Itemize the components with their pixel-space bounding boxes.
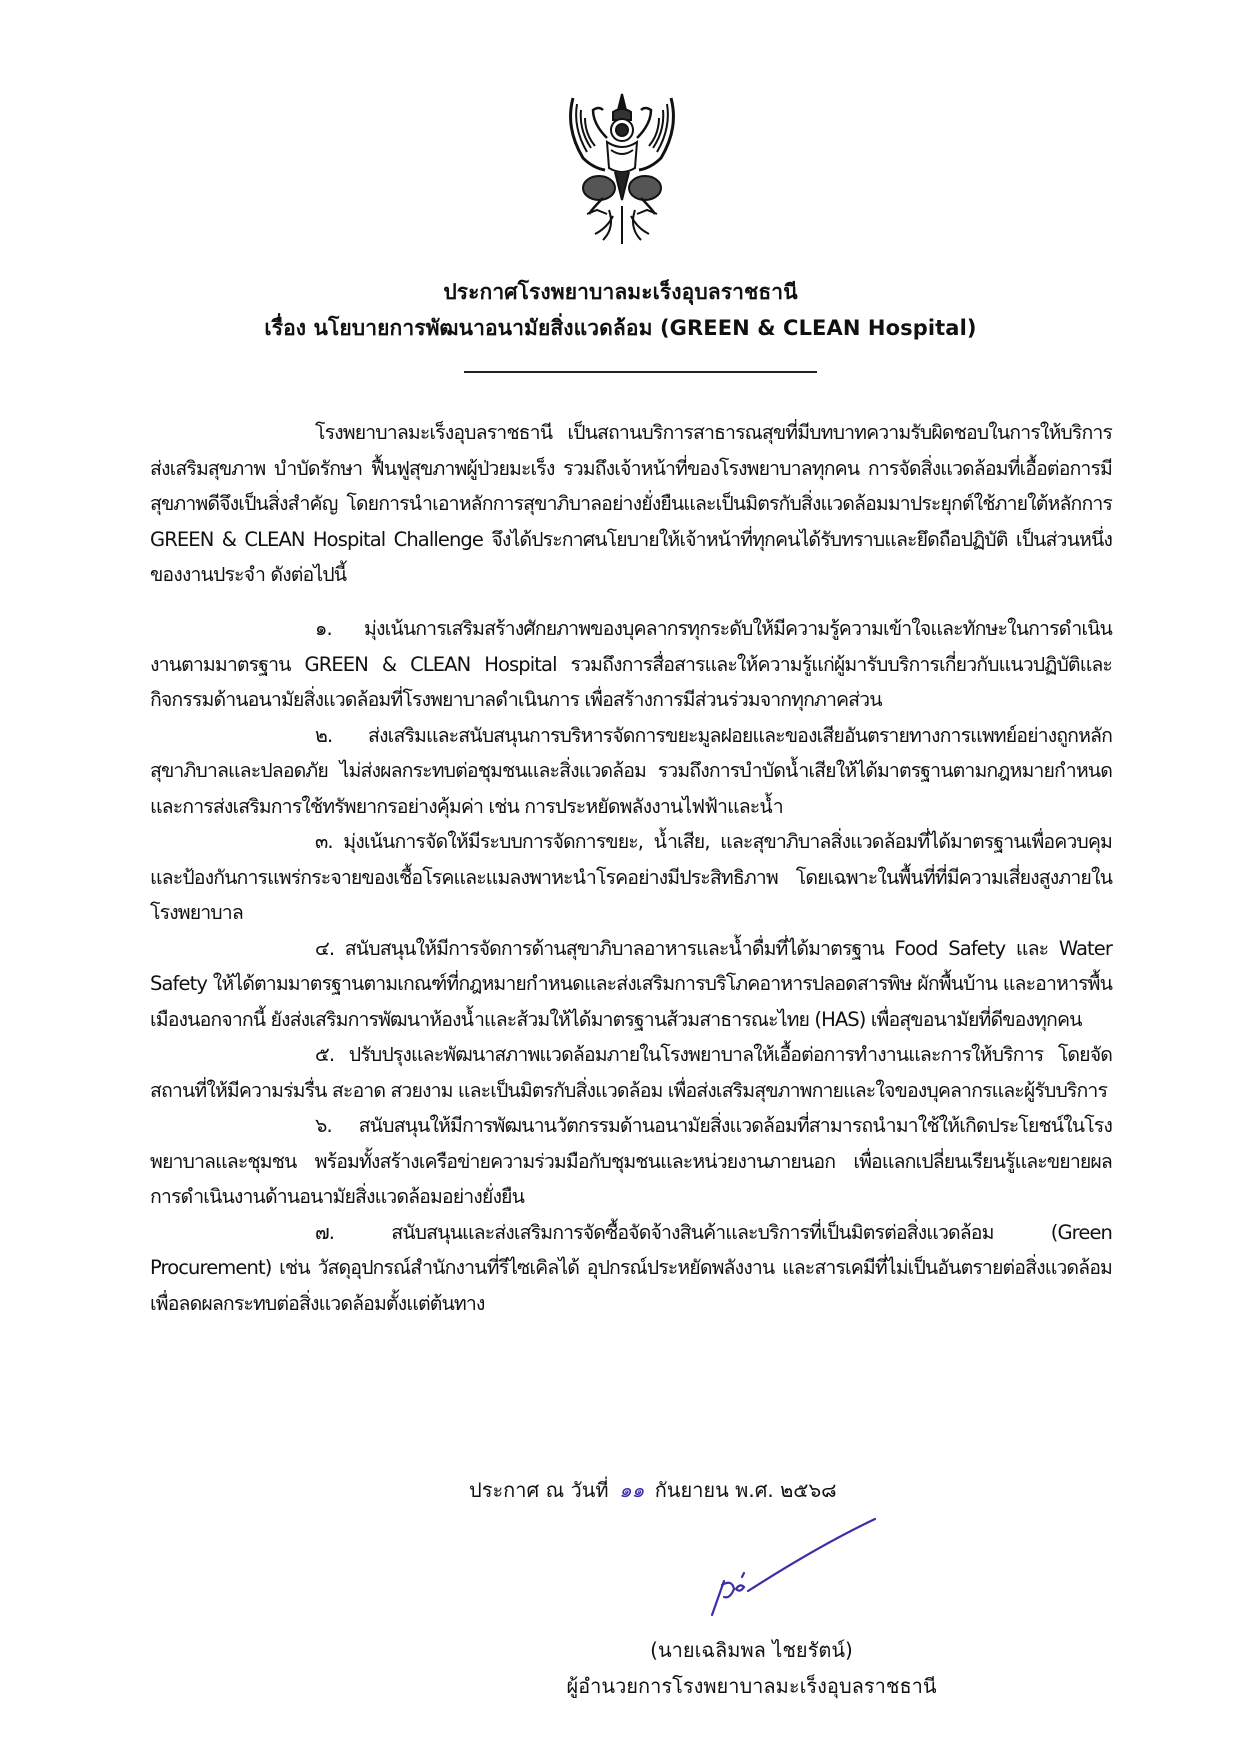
policy-item-5: ๕. ปรับปรุงและพัฒนาสภาพแวดล้อมภายในโรงพยาบาลให้เอื้อต่อการทำงานและการให้บริการ โดยจัดสถานที่ให้มีความร่มรื่น สะอาด สวยงาม และเป็นมิตรกับสิ่งแวดล้อม เพื่อส่งเสริมสุขภาพกายและใจของบุคลากรและผู้รับบริการ [150, 1043, 1112, 1102]
intro-section [150, 415, 1112, 593]
title-divider [464, 371, 817, 373]
policy-item-1: ๑. มุ่งเน้นการเสริมสร้างศักยภาพของบุคลากรทุกระดับให้มีความรู้ความเข้าใจและทักษะในการดำเนินงานตามมาตรฐาน GREEN & CLEAN Hospital รวมถึงการสื่อสารและให้ความรู้แก่ผู้มารับบริการเกี่ยวกับแนวปฏิบัติและกิจกรรมด้านอนามัยสิ่งแวดล้อมที่โรงพยาบาลดำเนินการ เพื่อสร้างการมีส่วนร่วมจากทุกภาคส่วน [150, 617, 1112, 711]
policy-item-3: ๓. มุ่งเน้นการจัดให้มีระบบการจัดการขยะ, น้ำเสีย, และสุขาภิบาลสิ่งแวดล้อมที่ได้มาตรฐานเพื่อควบคุมและป้องกันการแพร่กระจายของเชื้อโรคและแมลงพาหะนำโรคอย่างมีประสิทธิภาพ โดยเฉพาะในพื้นที่ที่มีความเสี่ยงสูงภายในโรงพยาบาล [150, 830, 1112, 924]
policy-item-2: ๒. ส่งเสริมและสนับสนุนการบริหารจัดการขยะมูลฝอยและของเสียอันตรายทางการแพทย์อย่างถูกหลักสุขาภิบาลและปลอดภัย ไม่ส่งผลกระทบต่อชุมชนและสิ่งแวดล้อม รวมถึงการบำบัดน้ำเสียให้ได้มาตรฐานตามกฎหมายกำหนด และการส่งเสริมการใช้ทรัพยากรอย่างคุ้มค่า เช่น การประหยัดพลังงานไฟฟ้าและน้ำ [150, 723, 1112, 818]
signer-name: (นายเฉลิมพล ไชยรัตน์) [650, 1638, 853, 1662]
garuda-emblem-icon [563, 88, 681, 248]
policy-item-6: ๖. สนับสนุนให้มีการพัฒนานวัตกรรมด้านอนามัยสิ่งแวดล้อมที่สามารถนำมาใช้ให้เกิดประโยชน์ในโรงพยาบาลและชุมชน พร้อมทั้งสร้างเครือข่ายความร่วมมือกับชุมชนและหน่วยงานภายนอก เพื่อแลกเปลี่ยนเรียนรู้และขยายผลการดำเนินงานด้านอนามัยสิ่งแวดล้อมอย่างยั่งยืน [150, 1114, 1112, 1208]
policy-list [150, 611, 1112, 1321]
policy-item-4: ๔. สนับสนุนให้มีการจัดการด้านสุขาภิบาลอาหารและน้ำดื่มที่ได้มาตรฐาน Food Safety และ Water Safety ให้ได้ตามมาตรฐานตามเกณฑ์ที่กฎหมายกำหนดและส่งเสริมการบริโภคอาหารปลอดสารพิษ ผักพื้นบ้าน และอาหารพื้นเมืองนอกจากนี้ ยังส่งเสริมการพัฒนาห้องน้ำและส้วมให้ได้มาตรฐานส้วมสาธารณะไทย (HAS) เพื่อสุขอนามัยที่ดีของทุกคน [150, 936, 1112, 1031]
policy-item-7: ๗. สนับสนุนและส่งเสริมการจัดซื้อจัดจ้างสินค้าและบริการที่เป็นมิตรต่อสิ่งแวดล้อม (Green Procurement) เช่น วัสดุอุปกรณ์สำนักงานที่รีไซเคิลได้ อุปกรณ์ประหยัดพลังงาน และสารเคมีที่ไม่เป็นอันตรายต่อสิ่งแวดล้อม เพื่อลดผลกระทบต่อสิ่งแวดล้อมตั้งแต่ต้นทาง [150, 1220, 1112, 1315]
date-day-handwritten: ๑๑ [618, 1478, 645, 1502]
intro-paragraph: โรงพยาบาลมะเร็งอุบลราชธานี เป็นสถานบริการสาธารณสุขที่มีบทบาทความรับผิดชอบในการให้บริการส่งเสริมสุขภาพ บำบัดรักษา ฟื้นฟูสุขภาพผู้ป่วยมะเร็ง รวมถึงเจ้าหน้าที่ของโรงพยาบาลทุกคน การจัดสิ่งแวดล้อมที่เอื้อต่อการมีสุขภาพดีจึงเป็นสิ่งสำคัญ โดยการนำเอาหลักการสุขาภิบาลอย่างยั่งยืนและเป็นมิตรกับสิ่งแวดล้อมมาประยุกต์ใช้ภายใต้หลักการ GREEN & CLEAN Hospital Challenge จึงได้ประกาศนโยบายให้เจ้าหน้าที่ทุกคนได้รับทราบและยึดถือปฏิบัติ เป็นส่วนหนึ่งของงานประจำ ดังต่อไปนี้ [150, 421, 1112, 586]
announcement-subject: เรื่อง นโยบายการพัฒนาอนามัยสิ่งแวดล้อม (GREEN & CLEAN Hospital) [264, 316, 977, 340]
announcement-title: ประกาศโรงพยาบาลมะเร็งอุบลราชธานี [443, 280, 798, 304]
announcement-date [469, 1474, 837, 1506]
signature-icon [700, 1515, 900, 1625]
date-suffix: กันยายน พ.ศ. ๒๕๖๘ [654, 1478, 837, 1502]
date-prefix: ประกาศ ณ วันที่ [469, 1478, 609, 1502]
signer-position: ผู้อำนวยการโรงพยาบาลมะเร็งอุบลราชธานี [566, 1674, 937, 1698]
